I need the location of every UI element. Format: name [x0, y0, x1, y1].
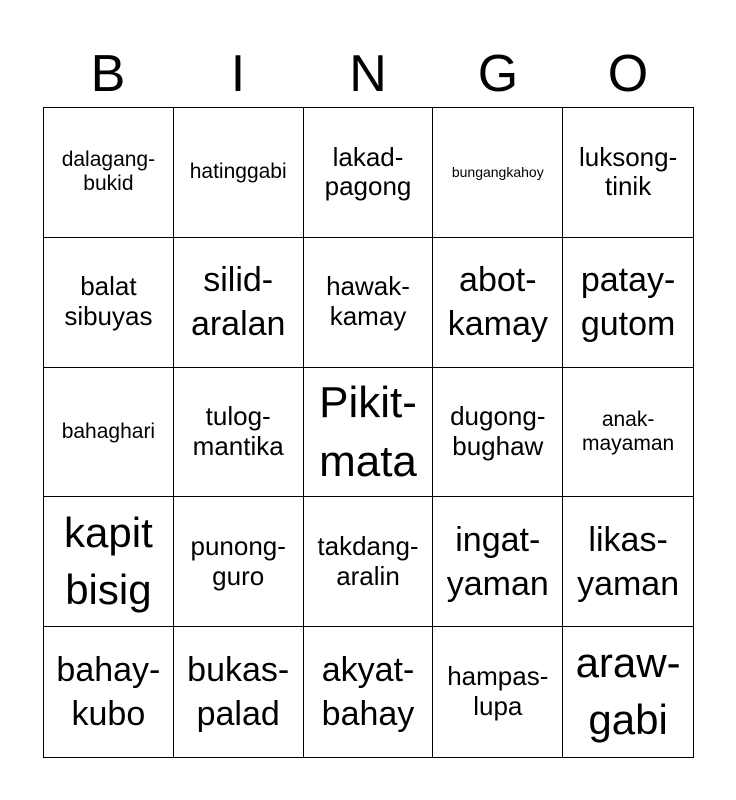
cell-text: punong- [190, 530, 286, 561]
bingo-header [43, 40, 693, 108]
cell-text: kapit [64, 509, 153, 557]
bingo-cell-r1-c3[interactable] [304, 108, 434, 238]
cell-text: bukas- [187, 650, 290, 689]
bingo-cell-r4-c4[interactable] [433, 497, 563, 627]
cell-text: likas- [588, 520, 668, 559]
cell-text: bukid [83, 172, 134, 196]
cell-text: kubo [71, 695, 146, 734]
header-letter-n: N [349, 45, 387, 103]
cell-text: tulog- [205, 401, 271, 432]
cell-text: bahay [321, 695, 415, 734]
cell-text: yaman [577, 564, 680, 603]
cell-text: dalagang- [61, 148, 156, 172]
bingo-cell-r3-c3[interactable] [304, 368, 434, 498]
bingo-cell-r2-c3[interactable] [304, 238, 434, 368]
cell-text: silid- [203, 261, 274, 299]
bingo-cell-r4-c1[interactable] [44, 497, 174, 627]
cell-text: kamay [447, 305, 548, 344]
bingo-board [43, 107, 694, 758]
header-letter-g: G [477, 45, 519, 103]
cell-text: gabi [588, 696, 668, 744]
cell-text: hatinggabi [189, 160, 287, 184]
bingo-cell-r1-c5[interactable] [563, 108, 693, 238]
cell-text: hampas- [447, 661, 549, 692]
bingo-cell-r4-c3[interactable] [304, 497, 434, 627]
bingo-cell-r2-c4[interactable] [433, 238, 563, 368]
cell-text: yaman [446, 564, 549, 603]
cell-text: hawak- [326, 271, 410, 302]
cell-text: patay- [580, 261, 676, 299]
cell-text: kamay [329, 301, 407, 332]
bingo-cell-r2-c1[interactable] [44, 238, 174, 368]
cell-text: dugong- [450, 401, 546, 432]
cell-text: bisig [65, 565, 152, 613]
bingo-cell-r3-c5[interactable] [563, 368, 693, 498]
header-letter-b: B [90, 45, 126, 103]
cell-text: lupa [473, 691, 523, 722]
cell-text: mantika [192, 430, 284, 461]
bingo-cell-r5-c3[interactable] [304, 627, 434, 757]
cell-text: gutom [580, 305, 676, 344]
bingo-cell-r4-c5[interactable] [563, 497, 693, 627]
cell-text: pagong [324, 171, 412, 202]
cell-text: takdang- [317, 530, 419, 561]
cell-text: aralan [190, 305, 286, 344]
cell-text: lakad- [332, 141, 404, 172]
cell-text: balat [80, 271, 137, 302]
cell-text: bahay- [56, 650, 161, 689]
bingo-cell-r5-c1[interactable] [44, 627, 174, 757]
header-letter-i: I [230, 45, 246, 103]
cell-text: sibuyas [64, 301, 153, 332]
cell-text: mata [319, 436, 417, 486]
cell-text: mayaman [581, 431, 675, 455]
bingo-cell-r3-c4[interactable] [433, 368, 563, 498]
bingo-cell-r3-c1[interactable] [44, 368, 174, 498]
cell-text: aralin [336, 560, 400, 591]
bingo-cell-r5-c5[interactable] [563, 627, 693, 757]
cell-text: anak- [601, 407, 655, 431]
bingo-cell-r2-c2[interactable] [174, 238, 304, 368]
bingo-cell-r3-c2[interactable] [174, 368, 304, 498]
cell-text: luksong- [578, 141, 678, 172]
cell-text: bughaw [452, 430, 544, 461]
cell-text: bungangkahoy [451, 164, 544, 181]
bingo-cell-r1-c4[interactable] [433, 108, 563, 238]
bingo-cell-r5-c4[interactable] [433, 627, 563, 757]
bingo-cell-r5-c2[interactable] [174, 627, 304, 757]
bingo-cell-r1-c1[interactable] [44, 108, 174, 238]
cell-text: bahaghari [61, 419, 156, 443]
cell-text: abot- [459, 261, 537, 299]
cell-text: guro [212, 560, 265, 591]
bingo-cell-r2-c5[interactable] [563, 238, 693, 368]
cell-text: ingat- [455, 520, 541, 559]
cell-text: Pikit- [319, 377, 417, 427]
bingo-cell-r1-c2[interactable] [174, 108, 304, 238]
cell-text: araw- [575, 639, 681, 687]
cell-text: akyat- [321, 650, 415, 689]
header-letter-o: O [607, 45, 649, 103]
cell-text: tinik [604, 171, 652, 202]
cell-text: palad [196, 695, 280, 734]
bingo-cell-r4-c2[interactable] [174, 497, 304, 627]
